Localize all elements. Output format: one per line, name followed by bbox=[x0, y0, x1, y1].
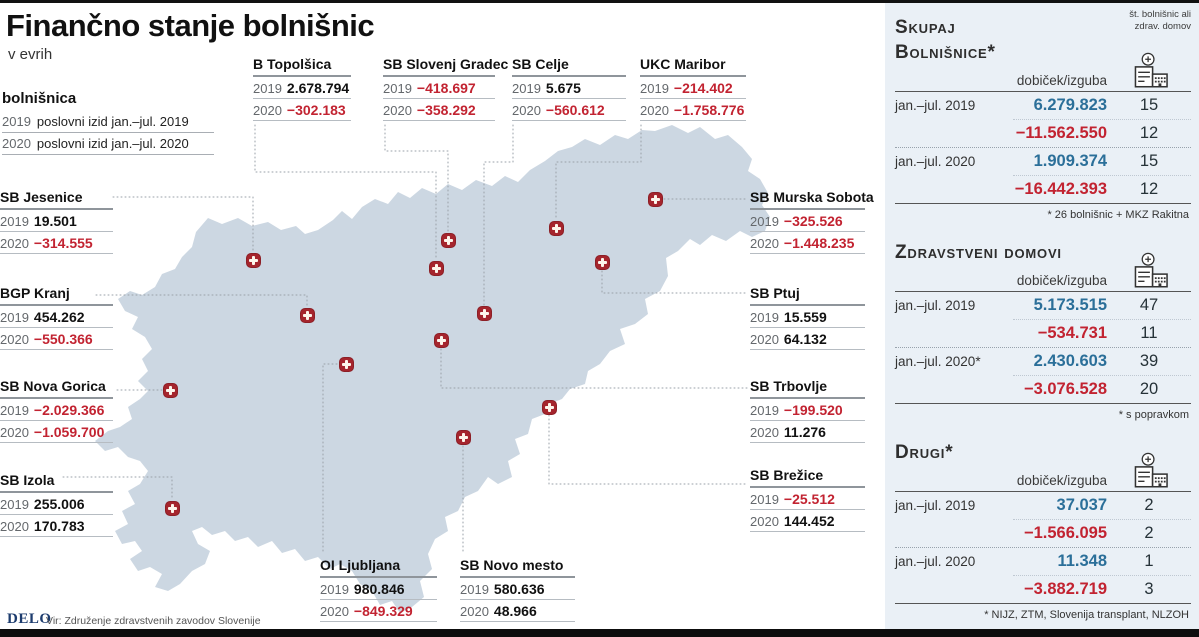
hospital-value-row bbox=[750, 488, 865, 510]
hospital-value-row bbox=[0, 210, 113, 232]
summary-sidebar bbox=[885, 3, 1199, 629]
map-marker-b-topolsica bbox=[429, 261, 444, 276]
legend-year: 2019 bbox=[2, 114, 31, 129]
section-heading: Bolnišnice* bbox=[895, 42, 996, 63]
hospital-name-b-topolsica: B Topolšica bbox=[253, 56, 351, 77]
year-label: 2019 bbox=[750, 214, 779, 229]
hospital-label-b-topolsica bbox=[253, 56, 351, 121]
column-header-row bbox=[895, 267, 1191, 291]
hospital-name-oi-ljubljana: OI Ljubljana bbox=[320, 557, 437, 578]
value-2020: 144.452 bbox=[783, 513, 835, 529]
hospital-label-ukc-maribor bbox=[640, 56, 746, 121]
map-marker-sb-murska-sobota bbox=[648, 192, 663, 207]
column-header-row bbox=[895, 467, 1191, 491]
legend-year: 2020 bbox=[2, 136, 31, 151]
value-2019: 5.675 bbox=[545, 80, 581, 96]
hospital-value-row bbox=[750, 399, 865, 421]
hospital-name-bgp-kranj: BGP Kranj bbox=[0, 285, 113, 306]
summary-section-zdravstveni-domovi bbox=[895, 240, 1191, 431]
map-marker-sb-slovenj-gradec bbox=[441, 233, 456, 248]
year-label: 2020 bbox=[320, 604, 349, 619]
hospital-value-row bbox=[750, 328, 865, 350]
hospital-value-row bbox=[383, 77, 495, 99]
summary-table bbox=[895, 491, 1191, 604]
loss-value: −1.566.095 bbox=[1023, 524, 1107, 542]
hospital-value-row bbox=[512, 77, 626, 99]
sidebar-note-line: zdrav. domov bbox=[1134, 21, 1191, 33]
summary-row bbox=[895, 176, 1191, 203]
facility-count: 12 bbox=[1139, 180, 1159, 198]
year-label: 2020 bbox=[0, 332, 29, 347]
hospital-building-icon bbox=[1129, 252, 1169, 289]
year-label: 2020 bbox=[750, 514, 779, 529]
summary-row bbox=[895, 320, 1191, 347]
value-2019: −199.520 bbox=[783, 402, 843, 418]
hospital-value-row bbox=[0, 515, 113, 537]
map-marker-sb-trbovlje bbox=[434, 333, 449, 348]
value-2020: −1.059.700 bbox=[33, 424, 105, 440]
hospital-label-sb-celje bbox=[512, 56, 626, 121]
map-marker-sb-jesenice bbox=[246, 253, 261, 268]
hospital-building-icon bbox=[1129, 452, 1169, 489]
hospital-name-sb-celje: SB Celje bbox=[512, 56, 626, 77]
year-label: 2020 bbox=[0, 519, 29, 534]
summary-row bbox=[895, 520, 1191, 547]
value-2020: 11.276 bbox=[783, 424, 826, 440]
value-2019: 980.846 bbox=[353, 581, 405, 597]
year-label: 2020 bbox=[512, 103, 541, 118]
hospital-name-sb-murska-sobota: SB Murska Sobota bbox=[750, 189, 865, 210]
profit-loss-column-header: dobiček/izguba bbox=[1016, 473, 1107, 488]
year-label: 2019 bbox=[253, 81, 282, 96]
year-label: 2019 bbox=[750, 492, 779, 507]
value-2020: 64.132 bbox=[783, 331, 827, 347]
page-subtitle: v evrih bbox=[8, 46, 53, 63]
year-label: 2020 bbox=[0, 236, 29, 251]
value-2019: −214.402 bbox=[673, 80, 733, 96]
facility-count: 11 bbox=[1140, 324, 1158, 342]
period-label: jan.–jul. 2019 bbox=[895, 98, 976, 113]
value-2020: −849.329 bbox=[353, 603, 413, 619]
loss-value: −534.731 bbox=[1037, 324, 1107, 342]
source-credit: Vir: Združenje zdravstvenih zavodov Slovenije bbox=[46, 615, 261, 627]
summary-section-bolnisnice bbox=[895, 15, 1191, 231]
year-label: 2019 bbox=[750, 310, 779, 325]
facility-count: 2 bbox=[1144, 524, 1154, 542]
year-label: 2020 bbox=[383, 103, 412, 118]
legend-text: poslovni izid jan.–jul. 2020 bbox=[36, 136, 189, 151]
hospital-name-ukc-maribor: UKC Maribor bbox=[640, 56, 746, 77]
summary-section-drugi bbox=[895, 440, 1191, 631]
profit-loss-column-header: dobiček/izguba bbox=[1016, 73, 1107, 88]
facility-count: 47 bbox=[1139, 296, 1159, 314]
hospital-value-row bbox=[253, 77, 351, 99]
brand-logo: DELO bbox=[7, 611, 52, 627]
facility-count: 2 bbox=[1144, 496, 1154, 514]
value-2020: −358.292 bbox=[416, 102, 476, 118]
hospital-label-sb-jesenice bbox=[0, 189, 113, 254]
year-label: 2019 bbox=[0, 403, 29, 418]
facility-count: 3 bbox=[1144, 580, 1154, 598]
count-column-header bbox=[1107, 67, 1191, 91]
hospital-label-bgp-kranj bbox=[0, 285, 113, 350]
map-marker-ukc-maribor bbox=[549, 221, 564, 236]
profit-value: 2.430.603 bbox=[1033, 352, 1107, 370]
value-2020: −560.612 bbox=[545, 102, 605, 118]
section-footnote: * s popravkom bbox=[1118, 409, 1189, 421]
value-2019: 2.678.794 bbox=[286, 80, 350, 96]
year-label: 2019 bbox=[640, 81, 669, 96]
hospital-value-row bbox=[750, 210, 865, 232]
hospital-value-row bbox=[640, 99, 746, 121]
hospital-value-row bbox=[0, 232, 113, 254]
section-footnote: * 26 bolnišnic + MKZ Rakitna bbox=[1047, 209, 1189, 221]
map-marker-sb-celje bbox=[477, 306, 492, 321]
loss-value: −16.442.393 bbox=[1014, 180, 1107, 198]
hospital-value-row bbox=[253, 99, 351, 121]
hospital-value-row bbox=[383, 99, 495, 121]
value-2020: −1.448.235 bbox=[783, 235, 855, 251]
sidebar-note-line: št. bolnišnic ali bbox=[1129, 9, 1191, 20]
section-heading: Zdravstveni domovi bbox=[895, 242, 1062, 263]
summary-sections bbox=[895, 15, 1191, 631]
hospital-value-row bbox=[0, 306, 113, 328]
summary-row bbox=[895, 148, 1191, 175]
hospital-label-sb-brezice bbox=[750, 467, 865, 532]
year-label: 2020 bbox=[253, 103, 282, 118]
sidebar-note bbox=[1129, 9, 1191, 34]
hospital-label-sb-slovenj-gradec bbox=[383, 56, 509, 121]
map-marker-bgp-kranj bbox=[300, 308, 315, 323]
value-2020: −302.183 bbox=[286, 102, 346, 118]
year-label: 2020 bbox=[750, 425, 779, 440]
value-2019: −418.697 bbox=[416, 80, 476, 96]
year-label: 2019 bbox=[750, 403, 779, 418]
year-label: 2019 bbox=[512, 81, 541, 96]
hospital-name-sb-nova-gorica: SB Nova Gorica bbox=[0, 378, 113, 399]
section-footnote: * NIJZ, ZTM, Slovenija transplant, NLZOH bbox=[984, 609, 1189, 621]
map-marker-sb-novo-mesto bbox=[456, 430, 471, 445]
year-label: 2020 bbox=[0, 425, 29, 440]
value-2019: 15.559 bbox=[783, 309, 827, 325]
count-column-header bbox=[1107, 267, 1191, 291]
leader-line-sb-brezice bbox=[549, 415, 748, 484]
summary-row bbox=[895, 492, 1191, 519]
period-label: jan.–jul. 2020 bbox=[895, 554, 976, 569]
period-label: jan.–jul. 2020* bbox=[895, 354, 981, 369]
hospital-label-sb-trbovlje bbox=[750, 378, 865, 443]
value-2020: −314.555 bbox=[33, 235, 93, 251]
hospital-value-row bbox=[320, 578, 437, 600]
year-label: 2019 bbox=[460, 582, 489, 597]
facility-count: 15 bbox=[1139, 96, 1159, 114]
hospital-label-sb-murska-sobota bbox=[750, 189, 874, 254]
year-label: 2020 bbox=[460, 604, 489, 619]
year-label: 2019 bbox=[383, 81, 412, 96]
map-marker-sb-brezice bbox=[542, 400, 557, 415]
hospital-name-sb-trbovlje: SB Trbovlje bbox=[750, 378, 865, 399]
value-2019: 454.262 bbox=[33, 309, 85, 325]
section-heading: Skupaj bbox=[895, 17, 956, 38]
hospital-label-sb-izola bbox=[0, 472, 113, 537]
slovenia-shape bbox=[95, 125, 770, 613]
map-marker-oi-ljubljana bbox=[339, 357, 354, 372]
value-2019: −325.526 bbox=[783, 213, 843, 229]
value-2019: −25.512 bbox=[783, 491, 835, 507]
summary-row bbox=[895, 120, 1191, 147]
bottom-border bbox=[0, 629, 1199, 637]
legend-text: poslovni izid jan.–jul. 2019 bbox=[36, 114, 189, 129]
profit-value: 37.037 bbox=[1056, 496, 1107, 514]
summary-row bbox=[895, 376, 1191, 403]
year-label: 2019 bbox=[0, 310, 29, 325]
hospital-value-row bbox=[750, 421, 865, 443]
period-label: jan.–jul. 2020 bbox=[895, 154, 976, 169]
period-label: jan.–jul. 2019 bbox=[895, 298, 976, 313]
hospital-value-row bbox=[460, 578, 575, 600]
profit-value: 11.348 bbox=[1057, 552, 1107, 570]
year-label: 2020 bbox=[640, 103, 669, 118]
profit-loss-column-header: dobiček/izguba bbox=[1016, 273, 1107, 288]
map-marker-sb-izola bbox=[165, 501, 180, 516]
year-label: 2019 bbox=[0, 214, 29, 229]
summary-table bbox=[895, 291, 1191, 404]
hospital-value-row bbox=[750, 510, 865, 532]
facility-count: 1 bbox=[1144, 552, 1154, 570]
hospital-value-row bbox=[750, 232, 865, 254]
hospital-name-sb-ptuj: SB Ptuj bbox=[750, 285, 865, 306]
hospital-name-sb-izola: SB Izola bbox=[0, 472, 113, 493]
hospital-value-row bbox=[0, 328, 113, 350]
value-2019: 255.006 bbox=[33, 496, 85, 512]
value-2019: 19.501 bbox=[33, 213, 77, 229]
year-label: 2020 bbox=[750, 332, 779, 347]
facility-count: 20 bbox=[1139, 380, 1159, 398]
hospital-value-row bbox=[0, 399, 113, 421]
hospital-name-sb-brezice: SB Brežice bbox=[750, 467, 865, 488]
map-marker-sb-ptuj bbox=[595, 255, 610, 270]
summary-row bbox=[895, 348, 1191, 375]
hospital-label-sb-ptuj bbox=[750, 285, 865, 350]
loss-value: −11.562.550 bbox=[1015, 124, 1107, 142]
value-2019: −2.029.366 bbox=[33, 402, 105, 418]
hospital-name-sb-novo-mesto: SB Novo mesto bbox=[460, 557, 575, 578]
year-label: 2019 bbox=[320, 582, 349, 597]
period-label: jan.–jul. 2019 bbox=[895, 498, 976, 513]
loss-value: −3.882.719 bbox=[1023, 580, 1107, 598]
hospital-value-row bbox=[512, 99, 626, 121]
hospital-value-row bbox=[460, 600, 575, 622]
summary-row bbox=[895, 548, 1191, 575]
hospital-building-icon bbox=[1129, 52, 1169, 89]
facility-count: 12 bbox=[1139, 124, 1159, 142]
profit-value: 6.279.823 bbox=[1033, 96, 1107, 114]
hospital-value-row bbox=[0, 493, 113, 515]
value-2020: 170.783 bbox=[33, 518, 85, 534]
hospital-name-sb-jesenice: SB Jesenice bbox=[0, 189, 113, 210]
summary-row bbox=[895, 576, 1191, 603]
profit-value: 1.909.374 bbox=[1033, 152, 1107, 170]
page-title: Finančno stanje bolnišnic bbox=[6, 8, 375, 43]
hospital-label-sb-novo-mesto bbox=[460, 557, 575, 622]
hospital-value-row bbox=[0, 421, 113, 443]
section-heading: Drugi* bbox=[895, 442, 954, 463]
hospital-label-oi-ljubljana bbox=[320, 557, 437, 622]
facility-count: 15 bbox=[1139, 152, 1159, 170]
summary-row bbox=[895, 292, 1191, 319]
summary-table bbox=[895, 91, 1191, 204]
value-2019: 580.636 bbox=[493, 581, 545, 597]
hospital-name-sb-slovenj-gradec: SB Slovenj Gradec bbox=[383, 56, 495, 77]
profit-value: 5.173.515 bbox=[1033, 296, 1107, 314]
legend-heading: bolnišnica bbox=[2, 90, 77, 107]
value-2020: 48.966 bbox=[493, 603, 537, 619]
map-marker-sb-nova-gorica bbox=[163, 383, 178, 398]
year-label: 2019 bbox=[0, 497, 29, 512]
column-header-row bbox=[895, 67, 1191, 91]
hospital-label-sb-nova-gorica bbox=[0, 378, 113, 443]
summary-row bbox=[895, 92, 1191, 119]
hospital-value-row bbox=[750, 306, 865, 328]
value-2020: −550.366 bbox=[33, 331, 93, 347]
loss-value: −3.076.528 bbox=[1023, 380, 1107, 398]
hospital-value-row bbox=[640, 77, 746, 99]
facility-count: 39 bbox=[1139, 352, 1159, 370]
count-column-header bbox=[1107, 467, 1191, 491]
hospital-value-row bbox=[320, 600, 437, 622]
year-label: 2020 bbox=[750, 236, 779, 251]
value-2020: −1.758.776 bbox=[673, 102, 745, 118]
